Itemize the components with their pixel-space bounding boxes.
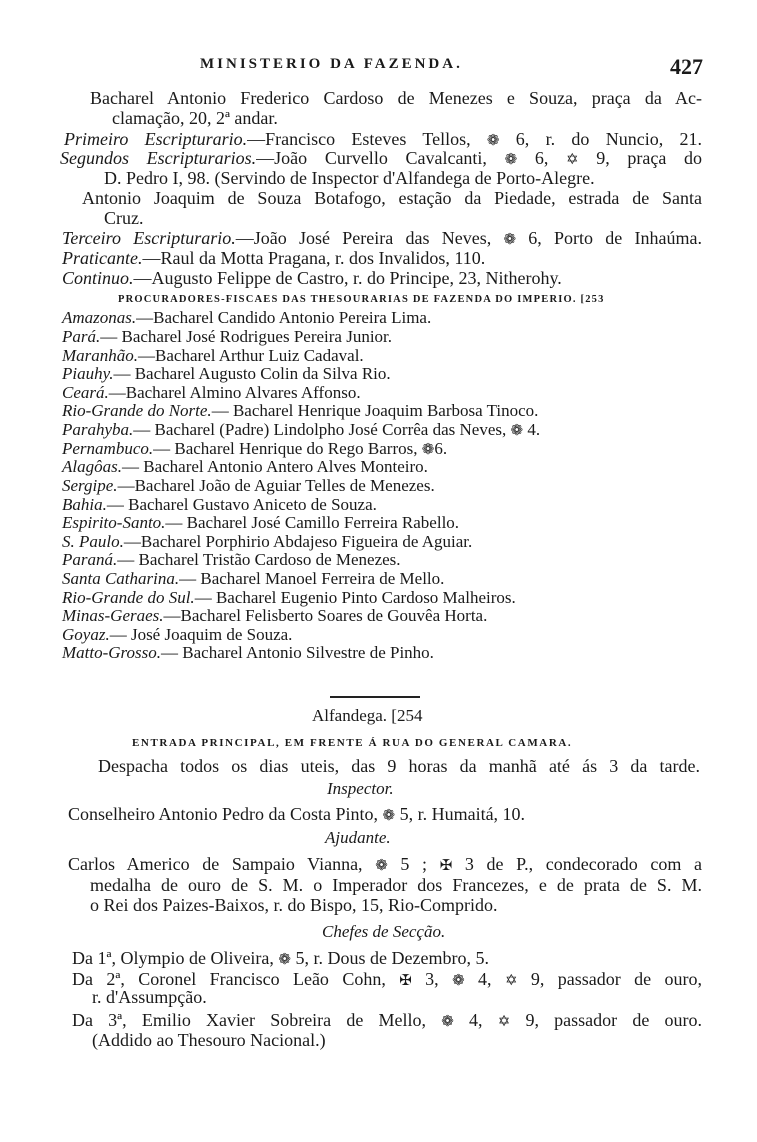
text-line (62, 625, 292, 645)
text-segment: 5 ; (387, 854, 440, 874)
text-line (62, 327, 392, 347)
text-segment: — Bacharel Tristão Cardoso de Menezes. (117, 550, 401, 569)
text-line (327, 779, 394, 799)
italic-label: Ajudante. (325, 828, 391, 847)
text-line (90, 895, 498, 915)
italic-label: Matto-Grosso. (62, 643, 162, 662)
cross-order-icon: ✠ (439, 858, 453, 874)
text-line (62, 401, 538, 421)
rose-order-icon: ❁ (375, 858, 388, 874)
text-segment: — José Joaquim de Souza. (109, 625, 293, 644)
text-segment: 6, r. do Nuncio, 21. (499, 129, 702, 149)
text-segment: 6, (517, 148, 566, 168)
rose-order-icon: ❁ (278, 952, 291, 968)
text-segment: clamação, 20, 2ª andar. (112, 108, 278, 128)
text-segment: 6. (434, 439, 448, 458)
text-line (312, 706, 422, 726)
text-segment: Da 2ª, Coronel Francisco Leão Cohn, (72, 969, 400, 989)
text-line (62, 228, 702, 250)
text-line (92, 1030, 326, 1050)
text-line (62, 476, 435, 496)
text-line (62, 268, 562, 288)
italic-label: Paraná. (62, 550, 118, 569)
text-segment: —Raul da Motta Pragana, r. dos Invalidos, 110. (142, 248, 486, 268)
text-segment: Alfandega. [254 (312, 706, 423, 725)
text-line (68, 854, 702, 876)
text-segment: 5, r. Humaitá, 10. (395, 804, 526, 824)
text-segment: Da 1ª, Olympio de Oliveira, (72, 948, 279, 968)
italic-label: Bahia. (62, 495, 107, 514)
text-line (62, 532, 472, 552)
text-line (112, 108, 278, 128)
text-segment: —Bacharel João de Aguiar Telles de Menezes. (117, 476, 435, 495)
italic-label: Goyaz. (62, 625, 110, 644)
text-segment: — Bacharel Augusto Colin da Silva Rio. (113, 364, 391, 383)
text-segment: Antonio Joaquim de Souza Botafogo, estação da Piedade, estrada de Santa (82, 188, 702, 208)
italic-label: Maranhão. (62, 346, 139, 365)
italic-label: Santa Catharina. (62, 569, 180, 588)
text-segment: — Bacharel Henrique Joaquim Barbosa Tinoco. (211, 401, 539, 420)
text-segment: —Bacharel Felisberto Soares de Gouvêa Horta. (163, 606, 488, 625)
rose-order-icon: ❁ (503, 232, 517, 248)
text-segment: ENTRADA PRINCIPAL, EM FRENTE Á RUA DO GENERAL CAMARA. (132, 737, 573, 749)
text-segment: —Francisco Esteves Tellos, (247, 129, 487, 149)
text-segment: Carlos Americo de Sampaio Vianna, (68, 854, 376, 874)
text-line (90, 88, 702, 108)
text-line (62, 643, 434, 663)
italic-label: Primeiro Escripturario. (64, 129, 248, 149)
text-segment: —Bacharel Candido Antonio Pereira Lima. (136, 308, 432, 327)
text-line (92, 987, 207, 1007)
text-line (322, 922, 445, 942)
rose-order-icon: ❁ (421, 442, 435, 458)
text-line (62, 248, 485, 268)
italic-label: Chefes de Secção. (322, 922, 446, 941)
text-line (62, 495, 377, 515)
rose-order-icon: ❁ (382, 808, 396, 824)
text-segment: — Bacharel Manoel Ferreira de Mello. (179, 569, 445, 588)
text-segment: —João Curvello Cavalcanti, (256, 148, 505, 168)
text-line (62, 513, 459, 533)
text-line (132, 733, 572, 753)
text-segment: —Augusto Felippe de Castro, r. do Principe, 23, Nitherohy. (133, 268, 562, 288)
italic-label: Pará. (62, 327, 101, 346)
italic-label: Praticante. (62, 248, 143, 268)
text-segment: — Bacharel Henrique do Rego Barros, (153, 439, 422, 458)
rose-order-icon: ❁ (486, 133, 500, 149)
italic-label: Piauhy. (62, 364, 114, 383)
star-order-icon: ✡ (497, 1014, 511, 1030)
text-segment: D. Pedro I, 98. (Servindo de Inspector d'Alfandega de Porto-Alegre. (104, 168, 595, 188)
text-line (72, 1010, 702, 1032)
italic-label: Ceará. (62, 383, 109, 402)
text-segment: 9, praça do (578, 148, 702, 168)
italic-label: Alagôas. (62, 457, 122, 476)
italic-label: S. Paulo. (62, 532, 124, 551)
italic-label: Rio-Grande do Sul. (62, 588, 195, 607)
text-line (62, 383, 361, 403)
cross-order-icon: ✠ (399, 973, 412, 989)
text-line (104, 208, 144, 228)
italic-label: Continuo. (62, 268, 134, 288)
text-segment: — Bacharel José Rodrigues Pereira Junior. (100, 327, 393, 346)
italic-label: Terceiro Escripturario. (62, 228, 236, 248)
text-segment: Bacharel Antonio Frederico Cardoso de Menezes e Souza, praça da Ac- (90, 88, 702, 108)
text-segment: — Bacharel Eugenio Pinto Cardoso Malheiros. (194, 588, 516, 607)
text-segment: PROCURADORES-FISCAES DAS THESOURARIAS DE FAZENDA DO IMPERIO. [253 (118, 294, 605, 305)
text-segment: 6, Porto de Inhaúma. (516, 228, 702, 248)
text-segment: —Bacharel Porphirio Abdajeso Figueira de Aguiar. (123, 532, 473, 551)
text-segment: 4, (453, 1010, 498, 1030)
text-segment: 3 de P., condecorado com a (452, 854, 702, 874)
text-segment: Da 3ª, Emilio Xavier Sobreira de Mello, (72, 1010, 442, 1030)
rose-order-icon: ❁ (441, 1014, 454, 1030)
text-segment: 9, passador de ouro, (517, 969, 703, 989)
text-segment: — Bacharel Gustavo Aniceto de Souza. (106, 495, 377, 514)
text-line (62, 569, 444, 589)
text-line (98, 756, 700, 776)
text-line (68, 804, 525, 826)
text-segment: —João José Pereira das Neves, (235, 228, 504, 248)
italic-label: Minas-Geraes. (62, 606, 164, 625)
rose-order-icon: ❁ (452, 973, 465, 989)
text-segment: medalha de ouro de S. M. o Imperador dos Francezes, e de prata de S. M. (90, 875, 702, 895)
text-line (72, 948, 489, 970)
running-header: MINISTERIO DA FAZENDA. (200, 56, 463, 72)
star-order-icon: ✡ (565, 152, 579, 168)
text-segment: 3, (411, 969, 453, 989)
text-segment: 4. (523, 420, 541, 439)
text-line (82, 188, 702, 208)
text-segment: 5, r. Dous de Dezembro, 5. (291, 948, 489, 968)
text-segment: — Bacharel Antonio Silvestre de Pinho. (161, 643, 434, 662)
italic-label: Rio-Grande do Norte. (62, 401, 212, 420)
text-line (62, 308, 431, 328)
text-line (62, 606, 487, 626)
italic-label: Espirito-Santo. (62, 513, 166, 532)
text-segment: — Bacharel Antonio Antero Alves Monteiro. (121, 457, 428, 476)
star-order-icon: ✡ (504, 973, 518, 989)
text-line (62, 420, 540, 441)
text-line (62, 550, 401, 570)
text-segment: Despacha todos os dias uteis, das 9 horas da manhã até ás 3 da tarde. (98, 756, 700, 776)
italic-label: Segundos Escripturarios. (60, 148, 257, 168)
section-divider (330, 696, 420, 698)
rose-order-icon: ❁ (504, 152, 518, 168)
text-line (62, 364, 391, 384)
italic-label: Amazonas. (62, 308, 137, 327)
text-line (62, 588, 516, 608)
text-segment: 4, (464, 969, 505, 989)
text-segment: — Bacharel (Padre) Lindolpho José Corrêa das Neves, (133, 420, 511, 439)
text-line (60, 148, 702, 170)
text-segment: Conselheiro Antonio Pedro da Costa Pinto, (68, 804, 383, 824)
italic-label: Parahyba. (62, 420, 134, 439)
text-segment: o Rei dos Paizes-Baixos, r. do Bispo, 15, Rio-Comprido. (90, 895, 498, 915)
text-line (325, 828, 391, 848)
rose-order-icon: ❁ (510, 423, 524, 439)
text-segment: 9, passador de ouro. (510, 1010, 703, 1030)
text-line (104, 168, 595, 188)
italic-label: Sergipe. (62, 476, 118, 495)
text-segment: r. d'Assumpção. (92, 987, 207, 1007)
italic-label: Inspector. (327, 779, 394, 798)
page-number: 427 (670, 54, 703, 79)
text-segment: Cruz. (104, 208, 144, 228)
italic-label: Pernambuco. (62, 439, 154, 458)
text-segment: —Bacharel Arthur Luiz Cadaval. (138, 346, 364, 365)
text-segment: — Bacharel José Camillo Ferreira Rabello. (165, 513, 460, 532)
text-line (90, 875, 702, 895)
text-line (62, 346, 364, 366)
text-segment: —Bacharel Almino Alvares Affonso. (108, 383, 361, 402)
text-line (118, 290, 605, 310)
text-segment: (Addido ao Thesouro Nacional.) (92, 1030, 326, 1050)
text-line (62, 457, 428, 477)
